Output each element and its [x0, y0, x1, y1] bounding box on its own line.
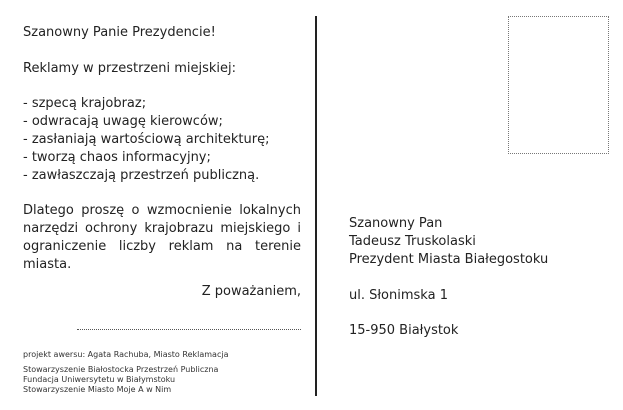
request-paragraph: Dlatego proszę o wzmocnienie lokalnych narzędzi ochrony krajobrazu miejskiego i ograniczenie liczby reklam na terenie miasta. — [23, 203, 301, 272]
subject-line: Reklamy w przestrzeni miejskiej: — [23, 61, 237, 76]
design-credit: projekt awersu: Agata Rachuba, Miasto Reklamacja — [23, 350, 229, 359]
center-divider — [315, 16, 317, 396]
postal-city: 15-950 Białystok — [349, 323, 459, 338]
recipient-name: Tadeusz Truskolaski — [349, 234, 476, 249]
message-section — [23, 24, 301, 274]
bullet-item: - zasłaniają wartościową architekturę; — [23, 132, 270, 147]
bullet-item: - zawłaszczają przestrzeń publiczną. — [23, 168, 260, 183]
signature-line — [77, 329, 301, 330]
street-address: ul. Słonimska 1 — [349, 288, 448, 303]
address-block — [349, 215, 548, 340]
bullet-item: - odwracają uwagę kierowców; — [23, 114, 223, 129]
bullet-item: - szpecą krajobraz; — [23, 96, 147, 111]
greeting: Szanowny Panie Prezydencie! — [23, 25, 216, 40]
closing: Z poważaniem, — [201, 284, 301, 299]
bullet-item: - tworzą chaos informacyjny; — [23, 150, 211, 165]
organization-name: Stowarzyszenie Białostocka Przestrzeń Publiczna — [23, 365, 219, 374]
stamp-box — [508, 16, 609, 154]
organization-name: Fundacja Uniwersytetu w Białymstoku — [23, 375, 176, 384]
organizations-list — [23, 365, 218, 395]
address-salutation: Szanowny Pan — [349, 216, 443, 231]
recipient-title: Prezydent Miasta Białegostoku — [349, 252, 549, 267]
organization-name: Stowarzyszenie Miasto Moje A w Nim — [23, 385, 172, 394]
bullet-list — [23, 95, 301, 185]
